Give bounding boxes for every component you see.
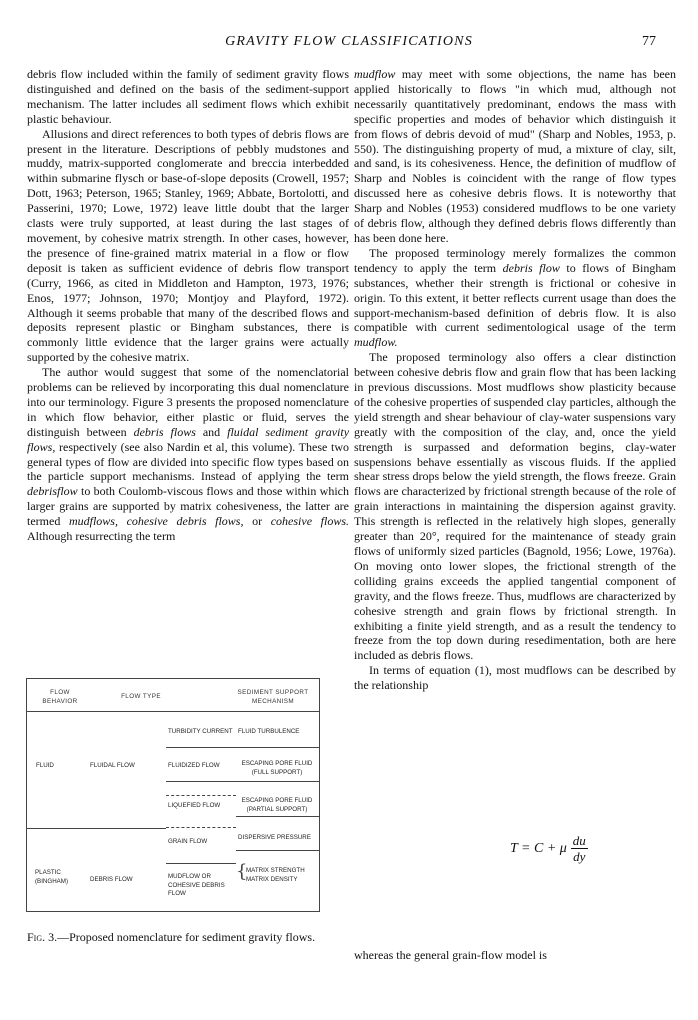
paragraph: The proposed terminology also offers a clear distinction between cohesive debris flow and grain flow that has been lacking in previous discussions. Most mudflows show plasticity because of the cohesive properties of suspended clay particles, although the yield strength and shear behaviour of clay-water suspensions vary greatly with the composition of the clay, and, once the yield strength is surpassed and deformation begins, clay-water suspensions behave essentially as viscous fluids. If the applied shear stress drops below the yield strength, the flows freeze. Grain flows are characterized by frictional strength because of the role of grain interactions in maintaining the dispersion against gravity. This strength is reflected in the relatively high slopes, generally greater than 20°, required for the maintenance of steady grain flows of uniformly sized particles (Bagnold, 1956; Lowe, 1976a). On moving onto lower slopes, the frictional strength of the colliding grains exceeds the applied tangential component of gravity, and the flows freeze. Thus, mudflows are characterized by cohesive strength and grain flows by frictional strength. In exhibiting a finite yield strength, and as a result the tendency to freeze from the top down during resedimentation, both are here included as debris flows. [354, 350, 676, 663]
matrix-brace: { [236, 861, 248, 882]
type-debris-flow: DEBRIS FLOW [90, 876, 133, 883]
support-fluid-turbulence: FLUID TURBULENCE [238, 728, 300, 735]
after-equation-text: whereas the general grain-flow model is [354, 948, 547, 962]
row-rule-dashed [166, 795, 236, 796]
paragraph: The author would suggest that some of the nomenclatorial problems can be relieved by incorporating this dual nomenclature into our terminology. Figure 3 presents the proposed nomenclature in which flow behavior, either plastic or fluid, serves the distinguish between debris flows and fluidal sediment gravity flows, respectively (see also Nardin et al, this volume). These two general types of flow are divided into specific flow types based on the particle support mechanisms. Instead of applying the term debrisflow to both Coulomb-viscous flows and those within which larger grains are supported by matrix cohesiveness, the latter are termed mudflows, cohesive debris flows, or cohesive flows. Although resurrecting the term [27, 365, 350, 544]
row-rule-dashed [166, 827, 236, 828]
page-number: 77 [642, 34, 656, 49]
paragraph: In terms of equation (1), most mudflows can be described by the relationship [354, 663, 676, 693]
caption-label: Fig. 3. [27, 930, 58, 944]
flow-liquefied: LIQUEFIED FLOW [168, 802, 221, 809]
equation [510, 833, 588, 864]
paragraph: Allusions and direct references to both types of debris flows are present in the literature. Descriptions of pebbly mudstones and muddy, matrix-supported conglomerate and breccia interbedded within submarine flysch or base-of-slope deposits (Crowell, 1957; Dott, 1963; Peterson, 1965; Stanley, 1969; Abbate, Bortolotti, and Passerini, 1970; Lowe, 1972) leave little doubt that the larger clasts were truly supported, at least during the last stages of movement, by cohesive matrix strength. In other cases, however, the presence of fine-grained matrix material in a flow or flow deposit is taken as sufficient evidence of debris flow transport (Curry, 1966, as cited in Middleton and Hampton, 1973, 1976; Enos, 1977; Johnson, 1970; Montjoy and Playford, 1972). Although it seems probable that many of the described flows and deposits represent plastic or Bingham substances, there is commonly little evidence that the larger grains were actually supported by the cohesive matrix. [27, 126, 349, 365]
equation-fraction [571, 833, 588, 864]
right-column [354, 67, 676, 693]
support-pore-fluid-full: ESCAPING PORE FLUID (FULL SUPPORT) [241, 760, 313, 776]
paragraph: The proposed terminology merely formalizes the common tendency to apply the term debris flow to flows of Bingham substances, whether their strength is frictional or cohesive in origin. To this extent, it better reflects current usage than does the support-mechanism-based definition of debris flow. It is also compatible with current sedimentological usage of the term mudflow. [354, 245, 676, 350]
support-matrix-density: MATRIX DENSITY [246, 876, 298, 883]
flow-grain: GRAIN FLOW [168, 838, 208, 845]
paragraph: mudflow may meet with some objections, the name has been applied historically to flows "in which mud, although not necessarily quantitatively predominant, endows the mass with specific properties and modes of behavior which distinguish it from flows of debris devoid of mud" (Sharp and Nobles, 1953, p. 550). The distinguishing property of mud, a mixture of clay, silt, and sand, is its cohesiveness. Hence, the definition of mudflow of Sharp and Nobles is coincident with the range of flow types discussed here as cohesive debris flows. It is noteworthy that Sharp and Nobles (1953) considered mudflows to be one variety of debris flow, although they defined debris flows differently than has been done here. [354, 67, 676, 245]
figure-caption [27, 930, 349, 945]
support-matrix-strength: MATRIX STRENGTH [246, 867, 305, 874]
flow-mudflow: MUDFLOW OR COHESIVE DEBRIS FLOW [168, 873, 225, 897]
header-flow-type: FLOW TYPE [121, 693, 161, 700]
header-flow-behavior: FLOW BEHAVIOR [42, 689, 78, 705]
support-dispersive-pressure: DISPERSIVE PRESSURE [238, 834, 311, 841]
row-rule [166, 747, 320, 748]
page-header [0, 34, 698, 52]
type-fluidal-flow: FLUIDAL FLOW [90, 762, 135, 769]
left-column [27, 67, 349, 544]
row-rule [236, 850, 320, 851]
row-rule [166, 781, 320, 782]
row-rule [236, 816, 320, 817]
running-title: GRAVITY FLOW CLASSIFICATIONS [225, 34, 473, 49]
flow-turbidity-current: TURBIDITY CURRENT [168, 728, 233, 735]
equation-denominator: dy [573, 849, 586, 864]
equation-numerator: du [572, 833, 586, 848]
behavior-plastic: PLASTIC (BINGHAM) [35, 869, 68, 885]
support-pore-fluid-partial: ESCAPING PORE FLUID (PARTIAL SUPPORT) [241, 797, 313, 813]
behavior-fluid: FLUID [36, 762, 54, 769]
header-support-mechanism: SEDIMENT SUPPORT MECHANISM [237, 689, 309, 705]
nomenclature-figure [26, 678, 320, 912]
header-rule [26, 711, 320, 712]
caption-text: —Proposed nomenclature for sediment gravity flows. [57, 930, 316, 944]
row-rule [166, 863, 236, 864]
behavior-divider [26, 828, 166, 829]
equation-lhs: T = C + μ [510, 840, 567, 856]
flow-fluidized: FLUIDIZED FLOW [168, 762, 220, 769]
paragraph: debris flow included within the family of sediment gravity flows distinguished and defined on the basis of the sediment-support mechanism. The latter includes all sediment flows which exhibit plastic behaviour. [27, 67, 349, 126]
